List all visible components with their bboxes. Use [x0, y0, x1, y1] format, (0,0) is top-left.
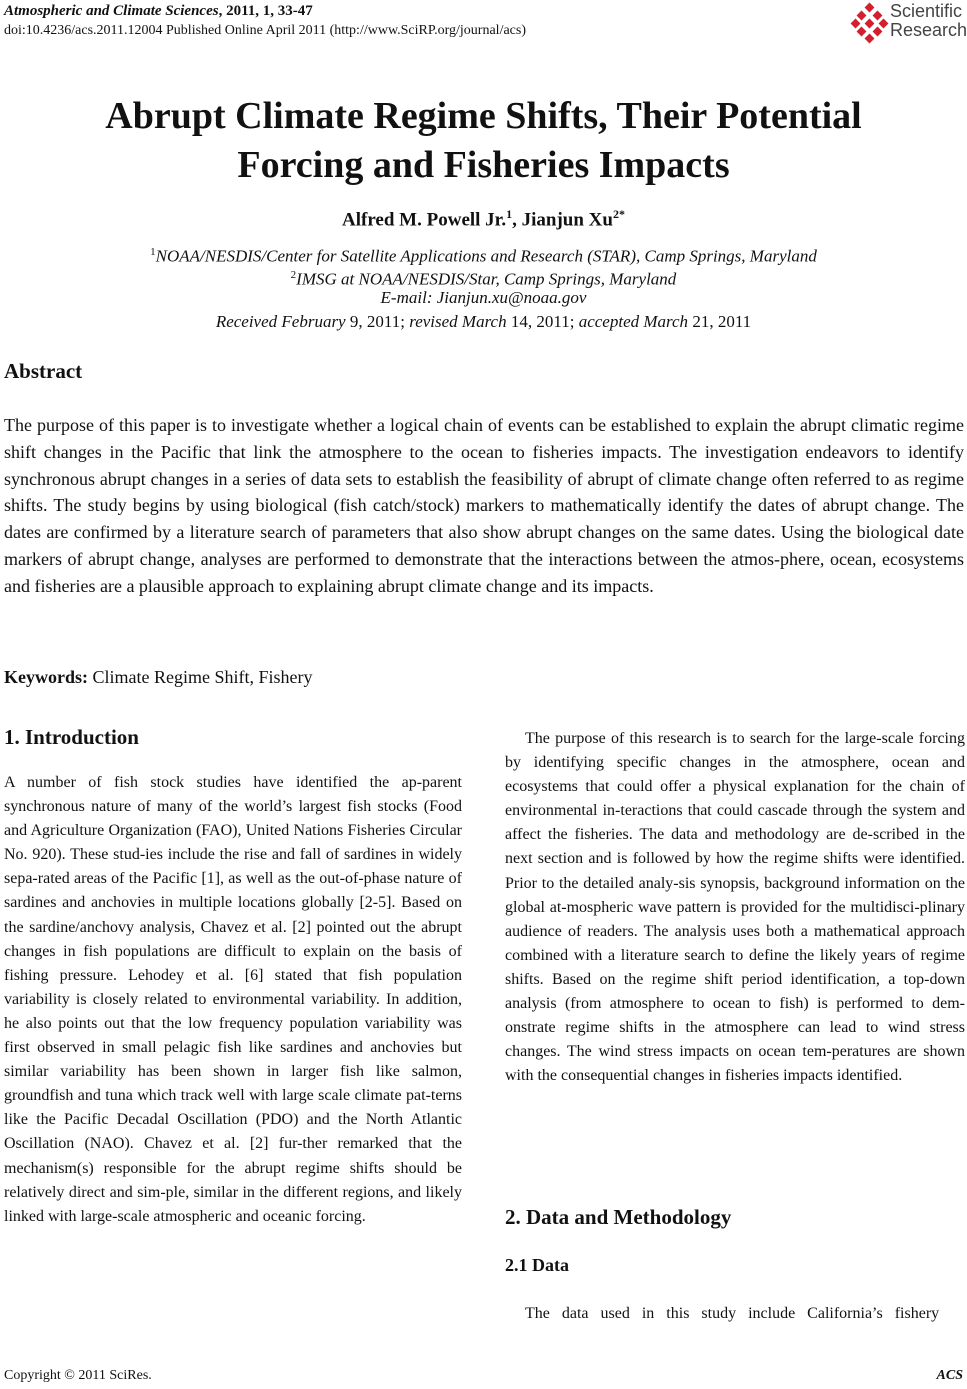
keywords-line: [4, 667, 312, 688]
affiliation-1: $^1$NOAA/NESDIS/Center for Satellite Applications and Research (STAR), Camp Springs, Maryland: [150, 246, 817, 266]
logo-diamond-icon: [850, 2, 890, 42]
left-column: [4, 771, 462, 1229]
author-1: Alfred M. Powell Jr.: [342, 209, 507, 231]
journal-header: [4, 2, 526, 40]
author-list: Alfred M. Powell Jr.$^1$, Jianjun $Xu^{2*}$: [342, 207, 625, 231]
journal-name: Atmospheric and Climate Sciences: [4, 3, 219, 19]
logo-text: Scientific Research: [890, 1, 967, 40]
purpose-paragraph: The purpose of this research is to search for the large-scale forcing by identifying specific changes in the atmosphere, ocean and ecosystems that could offer a physical explanation for the chain of environmental in-teractions that could cascade through the system and affect the fisheries. The data and methodology are de-scribed in the next section and is followed by how the regime shifts were identified. Prior to the detailed analy-sis synopsis, background information on the global at-mospheric wave pattern is provided for the multidisci-plinary audience of readers. The analysis uses both a mathematical approach combined with a literature search to define the likely years of regime shifts. Based on the regime shift period identification, a top-down analysis (from atmosphere to ocean to fish) is performed to dem-onstrate regime shifts in the atmosphere can lead to wind stress changes. The wind stress impacts on ocean tem-peratures are shown with the consequential changes in fisheries impacts identified.: [505, 730, 965, 1085]
section-2-heading: 2. Data and Methodology: [505, 1205, 732, 1229]
section-1-heading: 1. Introduction: [4, 725, 139, 749]
abstract-body: The purpose of this paper is to investigate whether a logical chain of events can be established to explain the abrupt climatic regime shift changes in the Pacific that link the atmosphere to the ocean to fisheries impacts. The investigation endeavors to identify synchronous abrupt changes in a series of data sets to establish the feasibility of abrupt of climate change often referred to as regime shifts. The study begins by using biological (fish catch/stock) markers to mathematically identify the dates of abrupt change. The dates are confirmed by a literature search of parameters that also show abrupt changes on the same dates. Using the biological date markers of abrupt change, analyses are performed to demonstrate that the interactions between the atmos-phere, ocean, ecosystems and fisheries are a plausible approach to explaining abrupt climate change and its impacts.: [4, 415, 964, 596]
affiliation-2: $^2$IMSG at NOAA/NESDIS/Star, Camp Springs, Maryland: [290, 269, 677, 289]
copyright-footer: Copyright © 2011 SciRes.: [4, 1368, 152, 1383]
paper-title: [0, 92, 967, 190]
journal-citation: [4, 2, 526, 21]
journal-abbr-footer: ACS: [936, 1368, 963, 1383]
title-line-2: Forcing and Fisheries Impacts: [237, 144, 730, 186]
intro-paragraph: A number of fish stock studies have identified the ap-parent synchronous nature of many of the world’s largest fish stocks (Food and Agriculture Organization (FAO), United Nations Fisheries Circular No. 920). These stud-ies include the rise and fall of sardines in widely sepa-rated areas of the Pacific [1], as well as the out-of-phase nature of sardines and anchovies in multiple locations globally [2-5]. Based on the sardine/anchovy analysis, Chavez et al. [2] pointed out the abrupt changes in fish populations are difficult to explain on the basis of fishing pressure. Lehodey et al. [6] stated that fish population variability is closely related to environmental variability. In addition, he also points out that the low frequency population variability was first observed in small pelagic fish like sardines and anchovies but similar variability has been shown in larger fish like salmon, groundfish and tuna which track well with large scale climate pat-terns like the Pacific Decadal Oscillation (PDO) and the North Atlantic Oscillation (NAO). Chavez et al. [2] fur-ther remarked that the mechanism(s) responsible for the abrupt regime shifts should be relatively direct and sim-ple, similar in the different regions, and likely linked with large-scale atmospheric and oceanic forcing.: [4, 774, 462, 1225]
email-link[interactable]: : Jianjun.xu@noaa.gov: [426, 288, 587, 307]
email-line: E-mail: Jianjun.xu@noaa.gov: [380, 288, 587, 307]
publisher-logo: [850, 2, 967, 44]
doi-line: doi:10.4236/acs.2011.12004 Published Online April 2011 (http://www.SciRP.org/journal/acs): [4, 23, 526, 38]
author-2: Jianjun Xu: [521, 209, 613, 231]
data-paragraph: The data used in this study include California’s fishery: [525, 1305, 940, 1322]
journal-volume: , 2011, 1, 33-47: [218, 3, 313, 19]
title-line-1: Abrupt Climate Regime Shifts, Their Potential: [105, 95, 862, 137]
keywords-label: Keywords:: [4, 667, 88, 687]
subsection-2-1-heading: 2.1 Data: [505, 1255, 569, 1275]
keywords-value: Climate Regime Shift, Fishery: [88, 667, 313, 687]
abstract-heading: Abstract: [4, 359, 83, 383]
right-column: [505, 727, 965, 1088]
dates-line: Received February 9, 2011; revised March 14, 2011; accepted March 21, 2011: [215, 312, 752, 331]
